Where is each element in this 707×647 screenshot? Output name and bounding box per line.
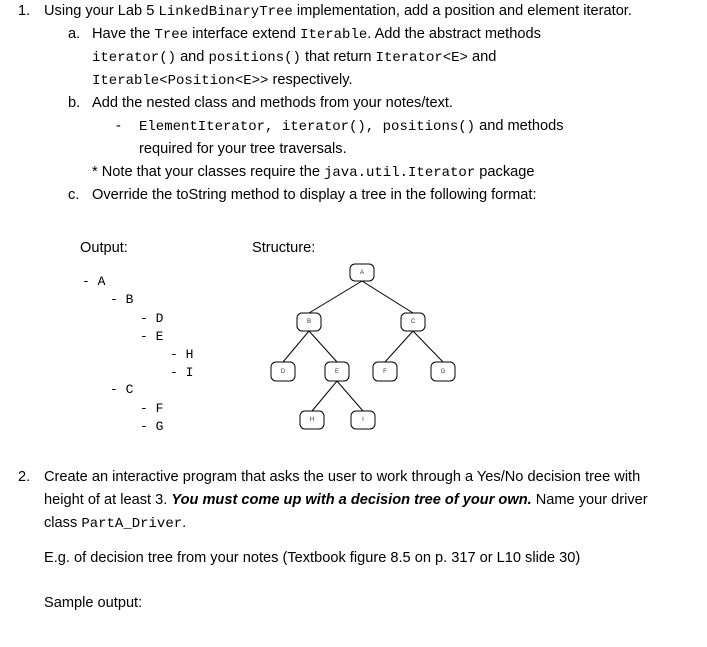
q2-text-2: Name your driver [531,492,648,508]
node-i-label: I [362,417,364,423]
q2-example: E.g. of decision tree from your notes (Textbook figure 8.5 on p. 317 or L10 slide 30) [44,550,581,566]
output-line-a: - A [82,274,106,289]
edge-c-g [413,331,443,362]
q1b-letter: b. [68,95,81,111]
q1-code-linkedbinarytree: LinkedBinaryTree [158,4,293,20]
q1a-text-6: and [467,49,497,65]
q1a-text-1: Have the [92,26,155,42]
q1a-code-iterable: Iterable [300,27,368,43]
output-line-e: - E [140,329,164,344]
q1b-code-methods: ElementIterator, iterator(), positions() [139,119,476,135]
edge-c-f [385,331,413,362]
q1b-bullet: - [116,118,121,134]
q1a-text-4: and [176,49,209,65]
node-d-label: D [280,369,286,375]
edge-b-e [309,331,337,362]
output-label: Output: [80,240,128,256]
edge-e-i [337,381,363,411]
q2-emphasis: You must come up with a decision tree of your own. [171,492,532,508]
q1b-note-text-2: package [475,164,535,180]
q2-text-1: height of at least 3. [44,492,172,508]
q1b-note-text-1: * Note that your classes require the [92,164,324,180]
q1-number: 1. [18,3,31,19]
node-a-label: A [359,270,365,276]
output-line-b: - B [110,292,134,307]
q1b-text-methods: and methods [475,118,564,134]
q1b-note-code: java.util.Iterator [324,165,476,181]
q2-text-4: . [182,515,187,531]
output-line-f: - F [140,401,164,416]
node-e-label: E [334,369,340,375]
q2-line-1: Create an interactive program that asks the user to work through a Yes/No decision tree with [44,469,641,485]
q2-line-2 [44,491,648,509]
q1a-code-tree: Tree [154,27,189,43]
output-line-c: - C [110,382,134,397]
q1a-code-positions: positions() [208,50,301,66]
node-h-label: H [309,417,315,423]
tree-edges [280,281,443,411]
q1c-letter: c. [68,187,80,203]
q1a-text-2: interface extend [188,26,301,42]
q2-sample-output: Sample output: [44,595,143,611]
q1a-text-5: that return [300,49,376,65]
q1b-text: Add the nested class and methods from your notes/text. [92,95,453,111]
node-c-label: C [410,319,416,325]
node-b-label: B [306,319,312,325]
output-line-d: - D [140,311,164,326]
q1b-bullet-line-2: required for your tree traversals. [139,141,347,157]
output-line-h: - H [170,347,194,362]
node-g-label: G [440,369,446,375]
edge-a-b [309,281,362,313]
structure-label: Structure: [252,240,316,256]
q1c-text: Override the toString method to display a tree in the following format: [92,187,537,203]
q1-text-1: Using your Lab 5 [44,3,159,19]
q2-line-3 [44,514,186,533]
edge-b-d [283,331,309,362]
q1a-code-iterator: iterator() [92,50,177,66]
q2-text-3: class [44,515,82,531]
q1a-code-iterable-position: Iterable<Position<E>> [92,73,269,89]
q1a-text-3: . Add the abstract methods [367,26,541,42]
q1-text-2: implementation, add a position and element iterator. [292,3,632,19]
q2-code-driver: PartA_Driver [81,516,183,532]
edge-a-c [362,281,413,313]
node-f-label: F [383,369,387,375]
q1a-code-iterator-e: Iterator<E> [375,50,468,66]
q1a-letter: a. [68,26,81,42]
q1a-text-7: respectively. [268,72,353,88]
output-line-g: - G [140,419,164,434]
edge-e-h [312,381,337,411]
output-line-i: - I [170,365,194,380]
q2-number: 2. [18,469,31,485]
